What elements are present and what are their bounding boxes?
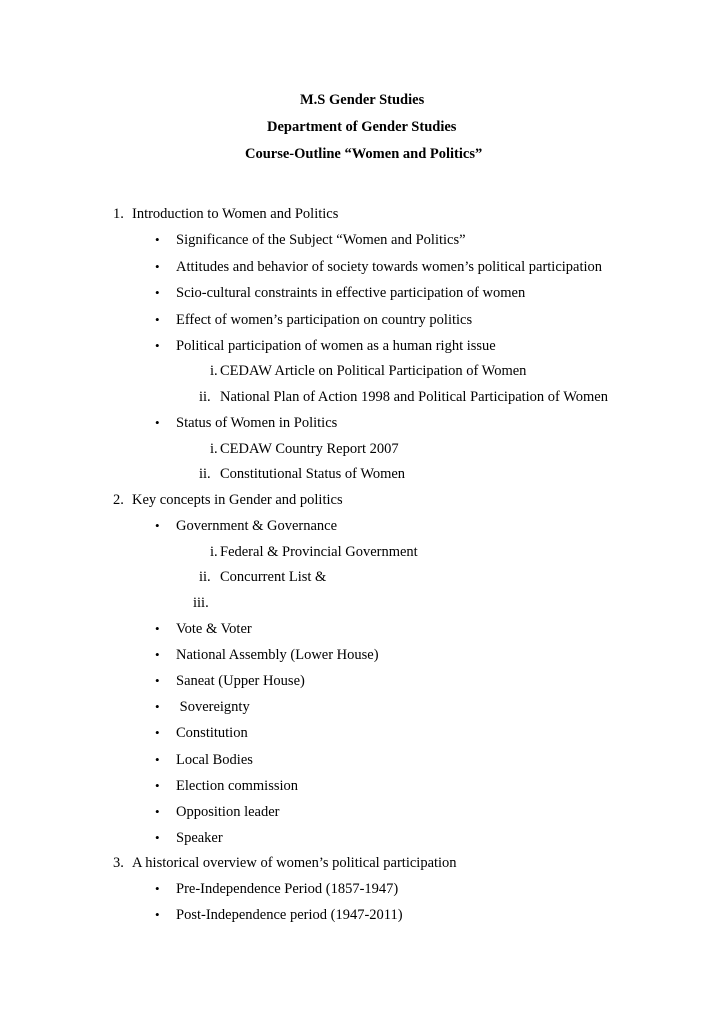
list-item: Opposition leader <box>176 804 280 820</box>
list-item: Election commission <box>176 778 299 794</box>
list-item: Saneat (Upper House) <box>176 673 305 689</box>
bullet-icon: • <box>155 312 160 327</box>
list-item: Effect of women’s participation on country politics <box>176 312 473 328</box>
bullet-icon: • <box>155 673 160 688</box>
list-item: Speaker <box>176 830 223 846</box>
list-item: Constitution <box>176 725 248 741</box>
list-item: Significance of the Subject “Women and Politics” <box>176 232 466 248</box>
section-1-title: Introduction to Women and Politics <box>132 206 339 222</box>
list-item: Local Bodies <box>176 752 253 768</box>
bullet-icon: • <box>155 725 160 740</box>
list-item: Sovereignty <box>176 699 250 715</box>
bullet-icon: • <box>155 699 160 714</box>
bullet-icon: • <box>155 621 160 636</box>
bullet-icon: • <box>155 907 160 922</box>
section-3-number: 3. <box>113 855 124 871</box>
sub-item-number: iii. <box>193 595 209 611</box>
sub-item: Concurrent List & <box>220 569 327 585</box>
bullet-icon: • <box>155 518 160 533</box>
sub-item-number: ii. <box>199 389 211 405</box>
department-title: Department of Gender Studies <box>267 119 457 135</box>
bullet-icon: • <box>155 830 160 845</box>
list-item: Political participation of women as a human right issue <box>176 338 496 354</box>
bullet-icon: • <box>155 338 160 353</box>
bullet-icon: • <box>155 232 160 247</box>
sub-item-number: ii. <box>199 466 211 482</box>
list-item: Scio-cultural constraints in effective participation of women <box>176 285 526 301</box>
bullet-icon: • <box>155 752 160 767</box>
list-item: Pre-Independence Period (1857-1947) <box>176 881 399 897</box>
bullet-icon: • <box>155 415 160 430</box>
sub-item-number: ii. <box>199 569 211 585</box>
sub-item: CEDAW Article on Political Participation of Women <box>220 363 527 379</box>
list-item: Vote & Voter <box>176 621 252 637</box>
list-item: National Assembly (Lower House) <box>176 647 379 663</box>
bullet-icon: • <box>155 804 160 819</box>
program-title: M.S Gender Studies <box>300 92 425 108</box>
sub-item-number: i. <box>210 441 218 457</box>
sub-item: Constitutional Status of Women <box>220 466 406 482</box>
list-item: Attitudes and behavior of society towards women’s political participation <box>176 259 603 275</box>
sub-item: CEDAW Country Report 2007 <box>220 441 399 457</box>
bullet-icon: • <box>155 881 160 896</box>
bullet-icon: • <box>155 259 160 274</box>
section-2-title: Key concepts in Gender and politics <box>132 492 343 508</box>
sub-item-number: i. <box>210 544 218 560</box>
bullet-icon: • <box>155 647 160 662</box>
list-item: Post-Independence period (1947-2011) <box>176 907 403 923</box>
bullet-icon: • <box>155 285 160 300</box>
section-1-number: 1. <box>113 206 124 222</box>
list-item: Government & Governance <box>176 518 338 534</box>
list-item: Status of Women in Politics <box>176 415 338 431</box>
sub-item-number: i. <box>210 363 218 379</box>
sub-item: National Plan of Action 1998 and Political Participation of Women <box>220 389 608 405</box>
section-3-title: A historical overview of women’s political participation <box>132 855 457 871</box>
course-title: Course-Outline “Women and Politics” <box>245 146 483 162</box>
section-2-number: 2. <box>113 492 124 508</box>
sub-item: Federal & Provincial Government <box>220 544 418 560</box>
bullet-icon: • <box>155 778 160 793</box>
